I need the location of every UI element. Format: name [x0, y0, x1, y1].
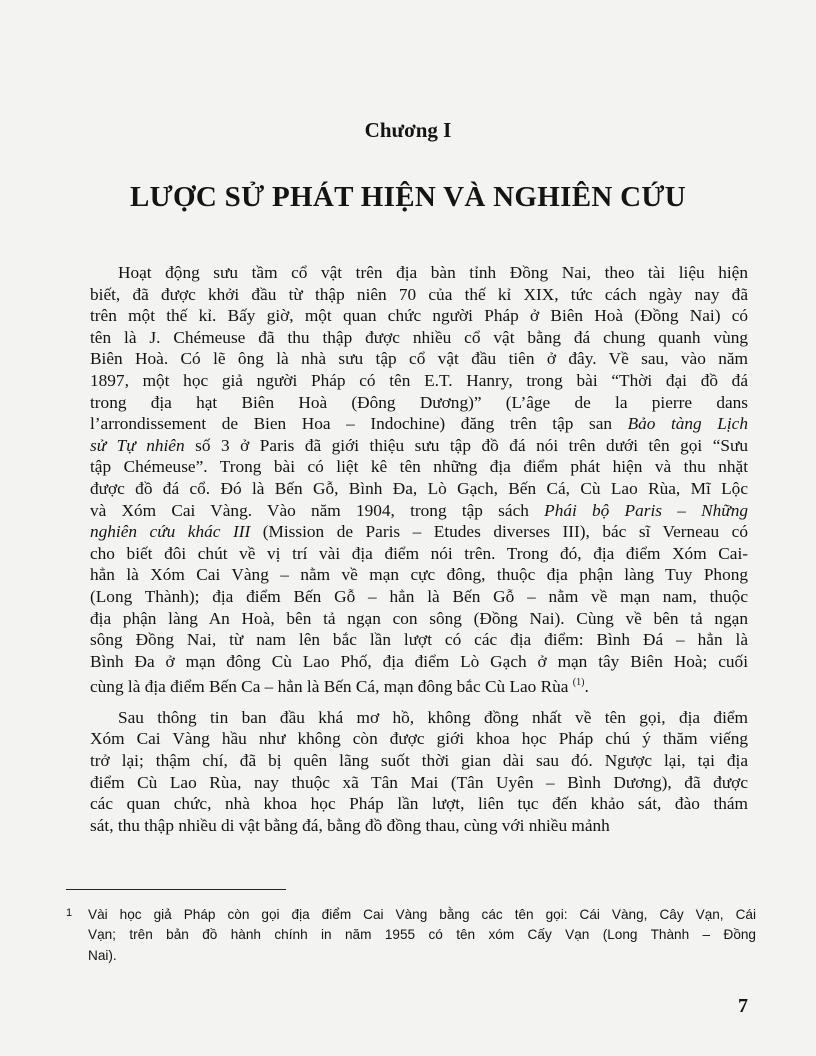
text-run: cùng là địa điểm Bến Ca – hẳn là Bến Cá, mạn đông bắc Cù Lao Rùa [90, 677, 573, 697]
footnote-text [88, 905, 756, 966]
text-run: (Long Thành); địa điểm Bến Gỗ – hẳn là Bến Gỗ – nằm về mạn nam, thuộc [90, 586, 748, 606]
text-line [90, 543, 748, 565]
text-run: 1897, một học giả người Pháp có tên E.T. Hanry, trong bài “Thời đại đồ đá [90, 370, 748, 390]
text-run: trở lại; thậm chí, đã bị quên lãng suốt thời gian dài sau đó. Ngược lại, tại địa [90, 751, 748, 771]
chapter-title: LƯỢC SỬ PHÁT HIỆN VÀ NGHIÊN CỨU [129, 181, 687, 213]
text-line [90, 456, 748, 478]
italic-title: Bảo tàng Lịch [627, 414, 748, 434]
footnote-divider [66, 889, 286, 890]
text-line [90, 707, 748, 729]
text-run: các quan chức, nhà khoa học Pháp lần lượt, liên tục đến khảo sát, đào thám [90, 794, 748, 814]
text-line [90, 370, 748, 392]
text-run: tên là J. Chémeuse đã thu thập được nhiều cổ vật bằng đá chung quanh vùng [90, 327, 748, 347]
footnote-line: Vài học giả Pháp còn gọi địa điểm Cai Vàng bằng các tên gọi: Cái Vàng, Cây Vạn, Cái [88, 907, 756, 922]
paragraph-2 [90, 707, 748, 837]
text-run: l’arrondissement de Bien Hoa – Indochine) đăng trên tập san [90, 414, 628, 434]
text-run: được đồ đá cổ. Đó là Bến Gỗ, Bình Đa, Lò Gạch, Bến Cá, Cù Lao Rùa, Mĩ Lộc [90, 478, 748, 498]
italic-title: sử Tự nhiên [90, 435, 185, 455]
footnote-mark: 1 [66, 907, 73, 919]
text-line [90, 305, 748, 327]
text-run: sát, thu thập nhiều di vật bằng đá, bằng đồ đồng thau, cùng với nhiều mảnh [90, 815, 610, 835]
text-line [90, 392, 748, 414]
footnote-line: Vạn; trên bản đồ hành chính in năm 1955 có tên xóm Cấy Vạn (Long Thành – Đồng [88, 927, 756, 943]
text-line [90, 629, 748, 651]
text-run: trong địa hạt Biên Hoà (Đông Dương)” (L’âge de la pierre dans [90, 392, 748, 412]
page-number: 7 [738, 995, 748, 1017]
text-line [90, 608, 748, 630]
chapter-label: Chương I [364, 118, 452, 142]
text-line [90, 262, 748, 284]
text-line [90, 793, 748, 815]
text-line [90, 672, 748, 697]
text-run: hẳn là Xóm Cai Vàng – nằm về mạn cực đông, thuộc địa phận làng Tuy Phong [90, 565, 748, 585]
text-run: Hoạt động sưu tầm cổ vật trên địa bàn tỉnh Đồng Nai, theo tài liệu hiện [118, 263, 748, 282]
text-line [90, 284, 748, 306]
text-line [90, 435, 748, 457]
text-run: điểm Cù Lao Rùa, nay thuộc xã Tân Mai (Tân Uyên – Bình Dương), đã được [90, 772, 748, 792]
sentence-end: . [584, 677, 589, 697]
text-run: biết, đã được khởi đầu từ thập niên 70 của thế kỉ XIX, tức cách ngày nay đã [90, 284, 748, 304]
text-run: trên một thế kỉ. Bấy giờ, một quan chức người Pháp ở Biên Hoà (Đồng Nai) có [90, 306, 748, 326]
text-run: Biên Hoà. Có lẽ ông là nhà sưu tập cổ vật đầu tiên ở đây. Về sau, vào năm [90, 349, 748, 369]
text-line [90, 586, 748, 608]
text-line [90, 728, 748, 750]
text-run: Sau thông tin ban đầu khá mơ hồ, không đồng nhất về tên gọi, địa điểm [118, 707, 748, 727]
text-run: tập Chémeuse”. Trong bài có liệt kê tên những địa điểm phát hiện và thu nhặt [90, 457, 748, 477]
text-line [90, 500, 748, 522]
text-line [90, 413, 748, 435]
footnote-reference[interactable]: (1) [572, 677, 585, 689]
paragraph-1 [90, 262, 748, 697]
footnote-line: Nai). [88, 947, 117, 963]
text-line [90, 815, 748, 837]
text-run: sông Đồng Nai, từ nam lên bắc lần lượt có các địa điểm: Bình Đá – hẳn là [90, 630, 748, 650]
text-run: Xóm Cai Vàng hầu như không còn được giới khoa học Pháp chú ý thăm viếng [90, 729, 748, 749]
text-line [90, 750, 748, 772]
text-line [90, 521, 748, 543]
italic-title: Phái bộ Paris – Những [544, 500, 748, 520]
text-run: số 3 ở Paris đã giới thiệu sưu tập đồ đá nói trên dưới tên gọi “Sưu [184, 435, 748, 455]
italic-title: nghiên cứu khác III [90, 522, 251, 542]
text-run: Bình Đa ở mạn đông Cù Lao Phố, địa điểm Lò Gạch ở mạn tây Biên Hoà; cuối [90, 651, 748, 671]
text-run: (Mission de Paris – Etudes diverses III), bác sĩ Verneau có [250, 522, 748, 542]
text-line [90, 564, 748, 586]
text-line [90, 348, 748, 370]
text-line [90, 651, 748, 673]
text-line [90, 478, 748, 500]
text-run: địa phận làng An Hoà, bên tả ngạn con sông (Đồng Nai). Cùng về bên tả ngạn [90, 608, 748, 628]
text-line [90, 327, 748, 349]
body-text [90, 262, 748, 849]
text-line [90, 772, 748, 794]
text-run: cho biết đôi chút về vị trí vài địa điểm nói trên. Trong đó, địa điểm Xóm Cai- [90, 543, 748, 563]
text-run: và Xóm Cai Vàng. Vào năm 1904, trong tập sách [90, 500, 545, 520]
